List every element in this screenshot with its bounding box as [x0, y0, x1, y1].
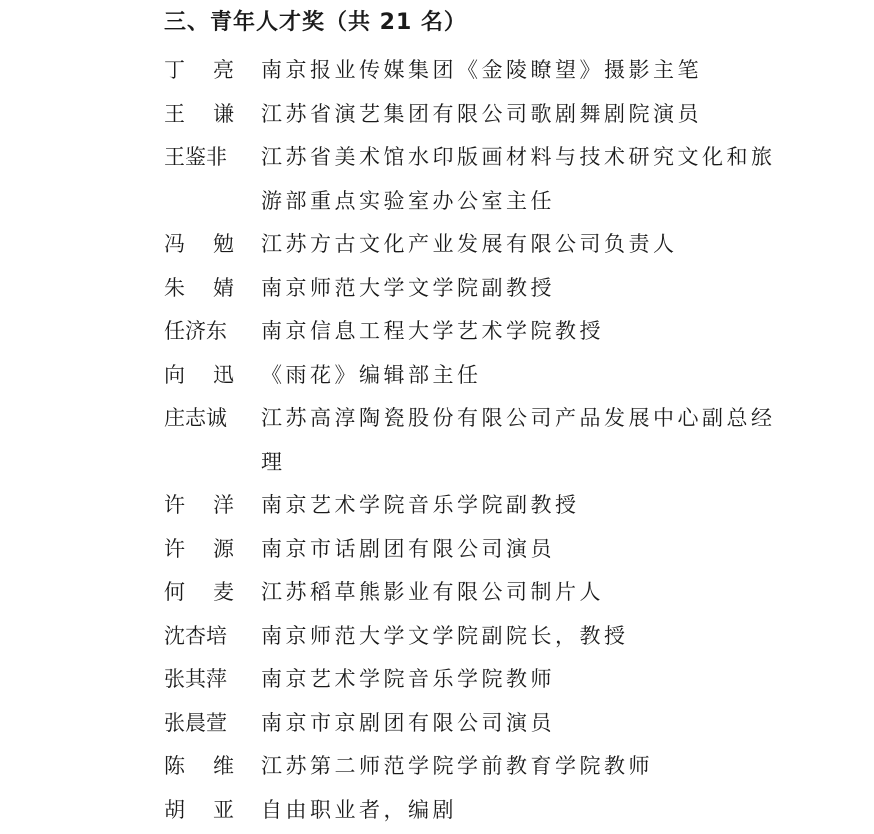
section-heading: 三、青年人才奖（共 21 名） — [164, 10, 467, 35]
awardee-name: 陈 维 — [164, 754, 234, 778]
list-item — [164, 571, 804, 615]
awardee-affiliation: 江苏方古文化产业发展有限公司负责人 — [261, 232, 678, 256]
awardee-name: 向 迅 — [164, 362, 234, 387]
awardee-affiliation: 南京师范大学文学院副院长，教授 — [261, 623, 629, 648]
awardee-affiliation: 南京市京剧团有限公司演员 — [261, 710, 555, 735]
list-item — [164, 745, 804, 789]
awardee-name: 张晨萱 — [164, 710, 227, 735]
list-item — [164, 528, 804, 572]
awardee-affiliation: 江苏省演艺集团有限公司歌剧舞剧院演员 — [261, 101, 702, 126]
awardee-affiliation: 南京艺术学院音乐学院教师 — [261, 667, 555, 691]
awardee-name: 王 谦 — [164, 101, 234, 126]
list-item — [164, 93, 804, 137]
awardee-affiliation: 南京市话剧团有限公司演员 — [261, 536, 555, 561]
awardee-name: 许 洋 — [164, 493, 234, 517]
list-item — [164, 223, 804, 267]
awardee-affiliation: 南京报业传媒集团《金陵瞭望》摄影主笔 — [261, 58, 702, 82]
awardee-affiliation: 南京师范大学文学院副教授 — [261, 275, 555, 300]
list-item — [164, 658, 804, 702]
awardee-name: 丁 亮 — [164, 58, 234, 82]
awardee-name: 朱 婧 — [164, 275, 234, 300]
list-item — [164, 702, 804, 746]
list-item — [164, 484, 804, 528]
awardee-affiliation: 江苏第二师范学院学前教育学院教师 — [261, 754, 653, 778]
list-item — [164, 354, 804, 398]
awardee-name: 冯 勉 — [164, 232, 234, 256]
list-item — [164, 789, 804, 833]
awardee-affiliation: 自由职业者，编剧 — [261, 797, 457, 822]
list-item — [164, 397, 804, 484]
awardee-name: 庄志诚 — [164, 406, 227, 430]
list-item — [164, 267, 804, 311]
awardee-name: 张其萍 — [164, 667, 227, 691]
awardee-affiliation: 江苏高淳陶瓷股份有限公司产品发展中心副总经理 — [261, 406, 776, 474]
awardee-name: 任济东 — [164, 319, 227, 343]
awardee-affiliation: 南京信息工程大学艺术学院教授 — [261, 319, 604, 343]
award-list — [164, 49, 804, 832]
list-item — [164, 136, 804, 223]
awardee-affiliation: 江苏稻草熊影业有限公司制片人 — [261, 580, 604, 604]
awardee-name: 王鉴非 — [164, 145, 227, 169]
awardee-name: 沈杏培 — [164, 623, 227, 648]
awardee-affiliation: 《雨花》编辑部主任 — [261, 362, 482, 387]
list-item — [164, 615, 804, 659]
awardee-name: 胡 亚 — [164, 797, 234, 822]
awardee-affiliation: 南京艺术学院音乐学院副教授 — [261, 493, 580, 517]
awardee-name: 何 麦 — [164, 580, 234, 604]
list-item — [164, 310, 804, 354]
list-item — [164, 49, 804, 93]
awardee-name: 许 源 — [164, 536, 234, 561]
awardee-affiliation: 江苏省美术馆水印版画材料与技术研究文化和旅游部重点实验室办公室主任 — [261, 145, 776, 213]
